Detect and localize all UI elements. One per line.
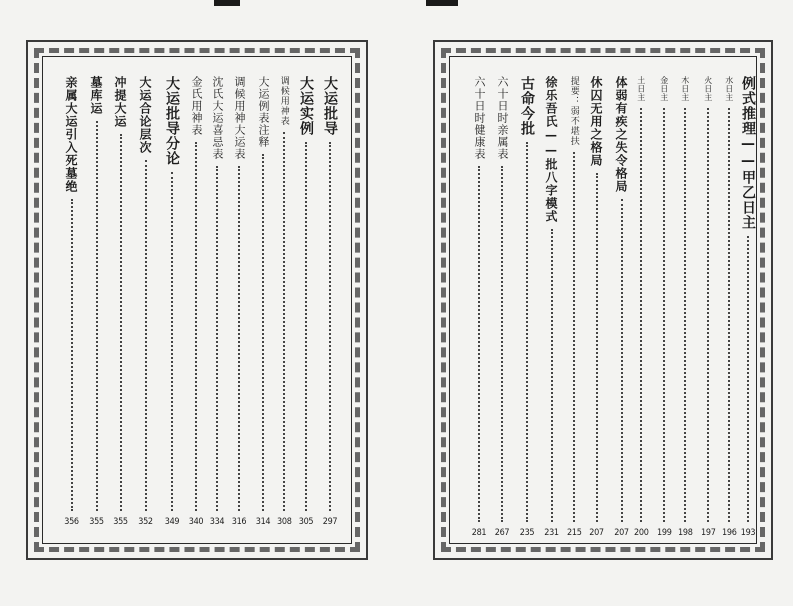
toc-entry (320, 76, 340, 527)
toc-entry (634, 76, 649, 538)
toc-entry-title: 土日主 (636, 76, 646, 102)
dot-leader (621, 199, 623, 522)
toc-entry (88, 76, 105, 527)
toc-entry-title: 大运批导分论 (164, 76, 180, 166)
toc-entry-page: 267 (494, 528, 510, 538)
toc-entry (494, 76, 510, 538)
dot-leader (195, 142, 197, 511)
toc-entry-page: 207 (614, 528, 629, 538)
toc-entry (657, 76, 672, 538)
toc-entry-page: 297 (322, 517, 338, 527)
toc-entry-page: 349 (164, 517, 180, 527)
toc-entry-title: 火日主 (703, 76, 713, 102)
toc-entry (738, 76, 758, 538)
toc-entry (543, 76, 560, 538)
toc-entry-title: 冲提大运 (113, 76, 127, 128)
toc-entry-page: 200 (634, 528, 649, 538)
toc-entry-title: 体弱有疾之失令格局 (614, 76, 628, 193)
dot-leader (120, 134, 122, 511)
dot-leader (684, 108, 686, 523)
dot-leader (640, 108, 642, 523)
scan-mark-left (214, 0, 240, 6)
dot-leader (478, 166, 480, 522)
dot-leader (728, 108, 730, 523)
toc-entry (277, 76, 292, 527)
toc-entry-title: 亲属大运引入死墓绝 (64, 76, 78, 193)
dot-leader (707, 108, 709, 523)
toc-entry (722, 76, 737, 538)
dot-leader (96, 121, 98, 511)
dot-leader (238, 166, 240, 511)
right-page (433, 40, 773, 560)
toc-entry-title: 沈氏大运喜忌表 (211, 76, 224, 160)
toc-entry-title: 大运批导 (322, 76, 338, 136)
toc-entry-page: 198 (678, 528, 693, 538)
scan-mark-right (426, 0, 458, 6)
toc-entry-page: 231 (544, 528, 559, 538)
toc-entry (701, 76, 716, 538)
toc-entry-title: 徐乐吾氏——批八字模式 (544, 76, 558, 223)
toc-entry-title: 休囚无用之格局 (589, 76, 603, 167)
toc-entry-page: 355 (89, 517, 104, 527)
toc-entry (678, 76, 693, 538)
toc-entry-page: 356 (64, 517, 79, 527)
toc-entry (567, 76, 582, 538)
dot-leader (526, 142, 528, 522)
toc-entry-page: 207 (589, 528, 604, 538)
toc-entry-title: 古命今批 (519, 76, 535, 136)
toc-entry-title: 水日主 (724, 76, 734, 102)
dot-leader (305, 142, 307, 511)
dot-leader (747, 236, 749, 522)
toc-entry (162, 76, 182, 527)
toc-entry (137, 76, 154, 527)
toc-entry-page: 314 (255, 517, 271, 527)
toc-entry-title: 大运合论层次 (138, 76, 152, 154)
toc-entry-page: 305 (298, 517, 314, 527)
toc-entry-page: 215 (567, 528, 582, 538)
toc-entry-title: 六十日时健康表 (473, 76, 486, 160)
dot-leader (262, 154, 264, 511)
toc-entry (112, 76, 129, 527)
toc-entry-page: 281 (471, 528, 487, 538)
toc-entry-title: 金氏用神表 (190, 76, 203, 136)
dot-leader (596, 173, 598, 522)
toc-entry-page: 199 (657, 528, 672, 538)
toc-entry (63, 76, 80, 527)
dot-leader (216, 166, 218, 511)
toc-entry (209, 76, 225, 527)
dot-leader (71, 199, 73, 511)
dot-leader (501, 166, 503, 522)
toc-entry-page: 316 (231, 517, 247, 527)
toc-entry-page: 196 (722, 528, 737, 538)
toc-entry (188, 76, 204, 527)
toc-entry-page: 340 (188, 517, 204, 527)
dot-leader (171, 172, 173, 511)
toc-entry-title: 墓库运 (89, 76, 103, 115)
toc-entry (255, 76, 271, 527)
dot-leader (573, 152, 575, 522)
toc-entry-page: 197 (701, 528, 716, 538)
toc-entry-title: 提要：弱不堪扶 (568, 76, 579, 146)
toc-entry-title: 例式推理——甲乙日主 (740, 76, 756, 230)
toc-entry-page: 334 (209, 517, 225, 527)
dot-leader (283, 132, 285, 511)
dot-leader (329, 142, 331, 511)
dot-leader (663, 108, 665, 523)
toc-entry-page: 352 (138, 517, 153, 527)
toc-entry-page: 355 (113, 517, 128, 527)
toc-entry (231, 76, 247, 527)
toc-entry-title: 大运例表注释 (257, 76, 270, 148)
toc-entry-title: 六十日时亲属表 (496, 76, 509, 160)
toc-entry (613, 76, 630, 538)
toc-entry (296, 76, 316, 527)
left-page (26, 40, 368, 560)
dot-leader (145, 160, 147, 511)
toc-entry-title: 木日主 (680, 76, 690, 102)
toc-entry-title: 金日主 (659, 76, 669, 102)
toc-entry (517, 76, 537, 538)
toc-entry-title: 大运实例 (298, 76, 314, 136)
toc-entry-page: 193 (740, 528, 756, 538)
toc-entry-title: 调候用神表 (278, 76, 289, 126)
toc-entry-page: 235 (519, 528, 535, 538)
toc-entry (588, 76, 605, 538)
toc-entry-page: 308 (277, 517, 292, 527)
dot-leader (551, 229, 553, 522)
toc-entry-title: 调候用神大运表 (233, 76, 246, 160)
toc-entry (471, 76, 487, 538)
